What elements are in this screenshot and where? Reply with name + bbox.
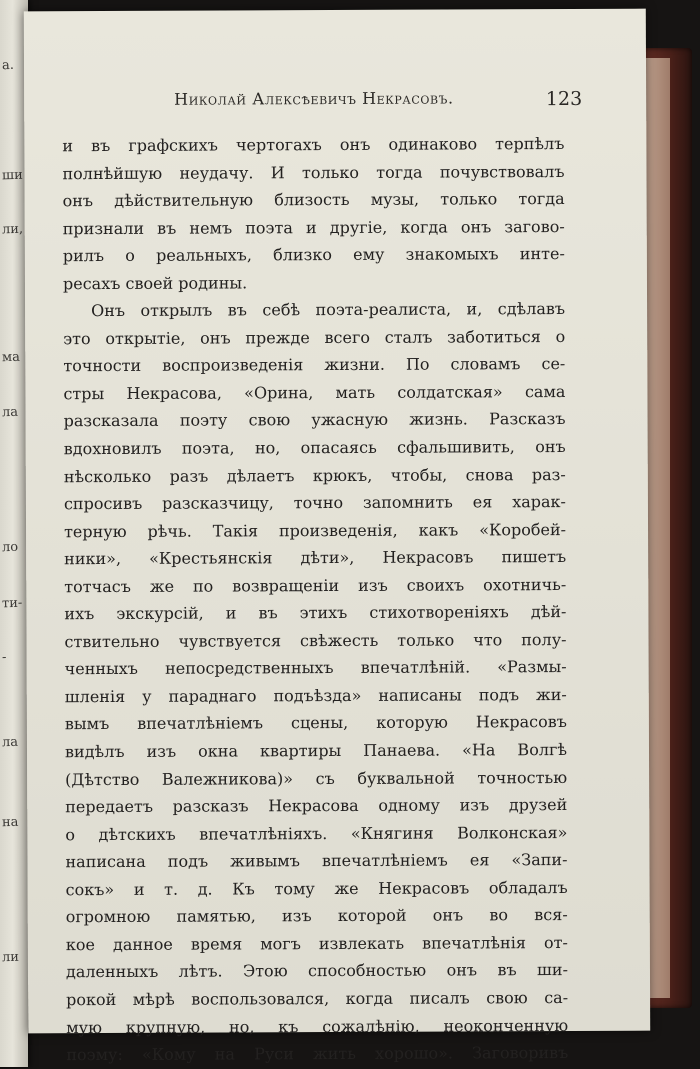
margin-fragment: ма bbox=[1, 349, 21, 366]
text-line: онъ дѣйствительную близость музы, только тогда bbox=[62, 189, 565, 211]
text-line: передаетъ разсказъ Некрасова одному изъ друзей bbox=[65, 795, 568, 817]
margin-fragment: ли bbox=[1, 949, 20, 966]
text-line: сокъ» и т. д. Къ тому же Некрасовъ обладалъ bbox=[65, 877, 568, 899]
margin-fragment: ла bbox=[1, 404, 19, 421]
text-line: шленія у параднаго подъѣзда» написаны подъ жи- bbox=[64, 684, 567, 707]
text-line: признали въ немъ поэта и другіе, когда онъ загово- bbox=[62, 216, 565, 238]
text-line: (Дѣтство Валежникова)» съ буквальной точностью bbox=[65, 767, 568, 789]
text-line: полнѣйшую неудачу. И только тогда почувствовалъ bbox=[62, 161, 565, 183]
running-header: Николай Алексѣевичъ Некрасовъ. bbox=[174, 88, 454, 109]
text-line: написана подъ живымъ впечатлѣніемъ ея «Запи- bbox=[65, 850, 568, 872]
margin-fragment: ли, bbox=[1, 221, 24, 238]
text-line: стры Некрасова, «Орина, мать солдатская» сама bbox=[63, 381, 566, 404]
text-line: ствительно чувствуется свѣжесть только что полу- bbox=[64, 629, 567, 652]
text-line: ихъ экскурсій, и въ этихъ стихотвореніяхъ дѣй- bbox=[64, 602, 567, 624]
text-line: ресахъ своей родины. bbox=[62, 273, 248, 293]
text-line: точности воспроизведенія жизни. По словамъ се- bbox=[63, 354, 566, 376]
text-line: огромною памятью, изъ которой онъ во вся- bbox=[65, 905, 568, 927]
margin-fragment: ло bbox=[1, 539, 19, 556]
text-line: ники», «Крестьянскія дѣти», Некрасовъ пишетъ bbox=[64, 547, 567, 569]
margin-fragment: ти- bbox=[1, 595, 23, 612]
margin-fragment: на bbox=[1, 814, 19, 831]
text-line: это открытіе, онъ прежде всего сталъ заботиться о bbox=[63, 326, 566, 349]
text-line: Онъ открылъ въ себѣ поэта-реалиста, и, сдѣлавъ bbox=[91, 299, 566, 321]
text-line: вдохновилъ поэта, но, опасаясь сфальшивить, онъ bbox=[63, 437, 566, 459]
text-line: о дѣтскихъ впечатлѣніяхъ. «Княгиня Волконская» bbox=[65, 822, 568, 844]
text-line: вымъ впечатлѣніемъ сцены, которую Некрасовъ bbox=[64, 712, 567, 734]
book-page bbox=[24, 9, 650, 1065]
body-text bbox=[62, 130, 568, 1069]
page-number: 123 bbox=[545, 87, 583, 111]
text-line: рокой мѣрѣ воспользовался, когда писалъ свою са- bbox=[66, 987, 569, 1010]
text-line: видѣлъ изъ окна квартиры Панаева. «На Волгѣ bbox=[64, 740, 568, 762]
text-line: разсказала поэту свою ужасную жизнь. Разсказъ bbox=[63, 409, 566, 431]
margin-fragment: - bbox=[1, 649, 7, 666]
text-line: и въ графскихъ чертогахъ онъ одинаково терпѣлъ bbox=[62, 134, 565, 156]
text-line: спросивъ разсказчицу, точно запомнить ея харак- bbox=[63, 492, 566, 514]
text-line: мую крупную, но, къ сожалѣнію, неоконченную bbox=[66, 1015, 569, 1037]
text-line: тотчасъ же по возвращеніи изъ своихъ охотничь- bbox=[64, 574, 567, 596]
margin-fragment: ла bbox=[1, 734, 19, 751]
text-line: поэму: «Кому на Руси жить хорошо». Заговоривъ bbox=[66, 1043, 569, 1065]
text-line: даленныхъ лѣтъ. Этою способностью онъ въ ши- bbox=[65, 960, 569, 982]
margin-fragment: ши bbox=[1, 167, 24, 184]
text-line: рилъ о реальныхъ, близко ему знакомыхъ инте- bbox=[62, 244, 565, 266]
text-line: ченныхъ непосредственныхъ впечатлѣній. «Размы- bbox=[64, 657, 567, 679]
text-line: терную рѣчь. Такія произведенія, какъ «Коробей- bbox=[64, 519, 567, 541]
text-line: нѣсколько разъ дѣлаетъ крюкъ, чтобы, снова раз- bbox=[63, 464, 566, 486]
text-line: кое данное время могъ извлекать впечатлѣнія от- bbox=[65, 932, 568, 955]
margin-fragment: а. bbox=[1, 57, 15, 74]
